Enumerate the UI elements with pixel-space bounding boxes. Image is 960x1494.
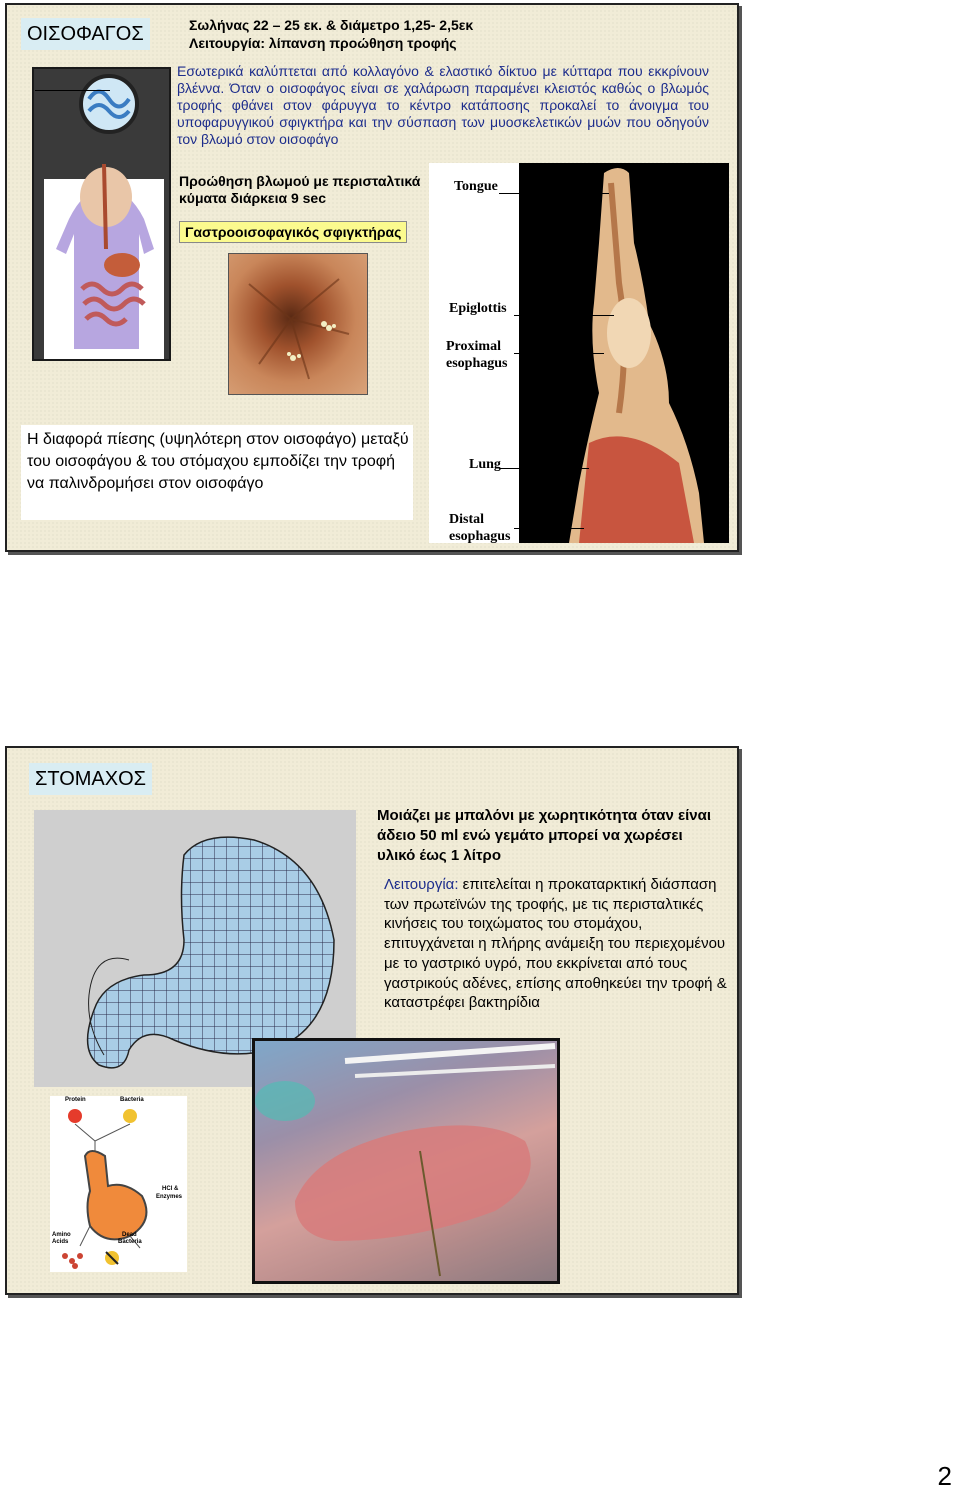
endoscopy-photo [228, 253, 368, 395]
stomach-surgery-photo [252, 1038, 560, 1284]
epiglottis-label: Epiglottis [449, 301, 507, 316]
lung-arrow [499, 468, 589, 469]
peristalsis-text: Προώθηση βλωμού με περισταλτικά κύματα διάρκεια 9 sec [179, 173, 421, 206]
gastric-digestion-diagram [50, 1096, 187, 1272]
bacteria-label: Bacteria [120, 1097, 144, 1103]
slide-title: ΟΙΣΟΦΑΓΟΣ [21, 18, 150, 50]
digestive-system-illustration [34, 69, 169, 359]
function-text: επιτελείται η προκαταρκτική διάσπαση των πρωτεϊνών της τροφής, με τις περισταλτικές κινήσεις του τοιχώματος του στομάχου, επιτυγχάνεται η πλήρης ανάμειξη του περιεχομένου με το γαστρικό υγρό, που εκκρίνεται από τους γαστρικούς αδένες, επίσης αποθηκεύει την τροφή & καταστρέφει βακτηρίδια [384, 876, 727, 1012]
slide-esophagus [5, 3, 739, 552]
mucosa-paragraph: Εσωτερικά καλύπτεται από κολλαγόνο & ελαστικό δίκτυο με κύτταρα που εκκρίνουν βλέννα. Όταν ο οισοφάγος είναι σε χαλάρωση παραμένει κλειστός καθώς ο βλωμός τροφής φθάνει στον φάρυγγα το κέντρο κατάποσης προκαλεί το άνοιγμα του υποφαρυγγικού σφιγκτήρα και την σύσπαση των μυοσκελετικών μυών που οδηγούν τον βλωμό στον οισοφάγο [177, 63, 709, 147]
proximal-arrow [514, 353, 604, 354]
proximal-label-1: Proximal [446, 339, 501, 354]
dead-label-1: Dead [122, 1232, 137, 1238]
distal-arrow [514, 528, 584, 529]
function-paragraph [384, 875, 730, 1013]
page-number: 2 [937, 1461, 952, 1491]
distal-label-2: esophagus [449, 529, 511, 544]
distal-label-1: Distal [449, 512, 484, 527]
proximal-label-2: esophagus [446, 356, 508, 371]
gastric-diagram-graphic [50, 1096, 187, 1272]
function-label: Λειτουργία: [384, 876, 459, 893]
body-anatomy-figure [32, 67, 171, 361]
epiglottis-arrow [514, 315, 614, 316]
endoscopy-detail [229, 254, 367, 394]
amino-label-2: Acids [52, 1239, 69, 1245]
esophagus-photo-panel [429, 163, 729, 543]
capacity-text: Μοιάζει με μπαλόνι με χωρητικότητα όταν είναι άδειο 50 ml ενώ γεμάτο μπορεί να χωρέσει υλικό έως 1 λίτρο [377, 807, 711, 864]
sphincter-label: Γαστροοισοφαγικός σφιγκτήρας [179, 221, 407, 243]
tongue-arrow [499, 193, 609, 194]
lung-label: Lung [469, 457, 501, 472]
esophagus-function-text: Λειτουργία: λίπανση προώθηση τροφής [189, 35, 457, 51]
hcl-label-2: Enzymes [156, 1194, 183, 1200]
amino-label-1: Amino [52, 1232, 71, 1238]
pointer-line [35, 90, 110, 91]
surgery-detail [255, 1041, 557, 1281]
slide-stomach [5, 746, 739, 1295]
hcl-label-1: HCl & [162, 1186, 179, 1192]
dead-label-2: Bacteria [118, 1239, 142, 1245]
slide-title: ΣΤΟΜΑΧΟΣ [29, 763, 152, 795]
pressure-text: Η διαφορά πίεσης (υψηλότερη στον οισοφάγο) μεταξύ του οισοφάγου & του στόμαχου εμποδίζει την τροφή να παλινδρομήσει στον οισοφάγο [27, 431, 409, 492]
esophagus-size-text: Σωλήνας 22 – 25 εκ. & διάμετρο 1,25- 2,5εκ [189, 17, 474, 33]
protein-label: Protein [65, 1097, 86, 1103]
tongue-label: Tongue [454, 179, 498, 194]
pressure-text-box [21, 425, 413, 520]
